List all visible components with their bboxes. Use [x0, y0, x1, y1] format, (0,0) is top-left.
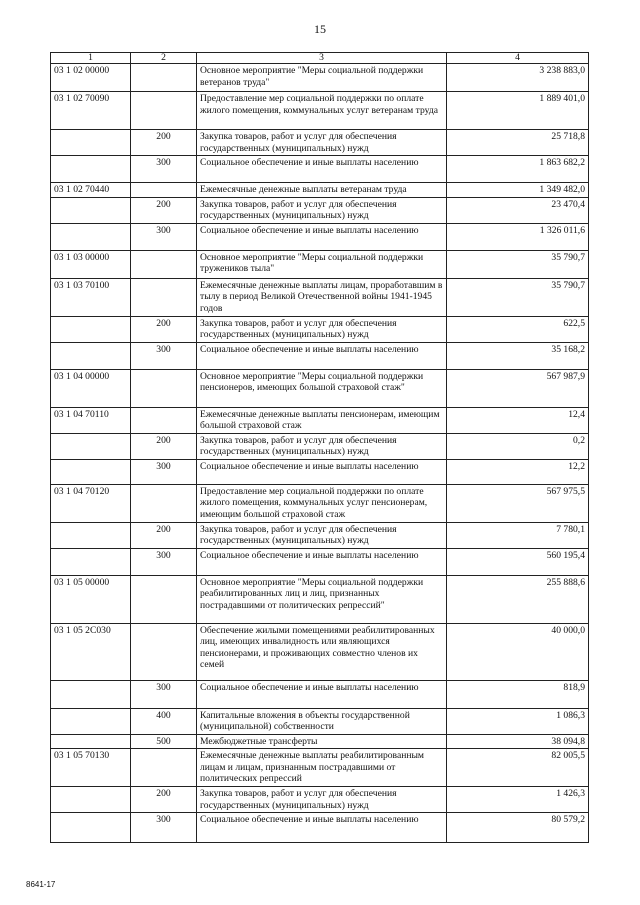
amount-cell: 23 470,4	[447, 197, 589, 223]
table-row	[51, 223, 589, 250]
expense-type-cell: 300	[131, 223, 197, 250]
expense-type-cell	[131, 749, 197, 787]
amount-cell: 12,4	[447, 407, 589, 433]
name-cell: Социальное обеспечение и иные выплаты населению	[197, 342, 447, 369]
expense-type-cell: 200	[131, 130, 197, 156]
table-row	[51, 813, 589, 843]
table-row	[51, 708, 589, 734]
expense-type-cell: 200	[131, 433, 197, 459]
code-cell: 03 1 05 00000	[51, 575, 131, 623]
amount-cell: 38 094,8	[447, 734, 589, 749]
code-cell: 03 1 05 70130	[51, 749, 131, 787]
expense-type-cell	[131, 278, 197, 316]
name-cell: Ежемесячные денежные выплаты пенсионерам, имеющим большой страховой стаж	[197, 407, 447, 433]
amount-cell: 1 889 401,0	[447, 92, 589, 130]
amount-cell: 560 195,4	[447, 548, 589, 575]
expense-type-cell: 300	[131, 459, 197, 484]
code-cell: 03 1 02 00000	[51, 64, 131, 92]
amount-cell: 80 579,2	[447, 813, 589, 843]
name-cell: Социальное обеспечение и иные выплаты населению	[197, 548, 447, 575]
expense-type-cell: 300	[131, 548, 197, 575]
expense-type-cell: 400	[131, 708, 197, 734]
name-cell: Закупка товаров, работ и услуг для обеспечения государственных (муниципальных) нужд	[197, 197, 447, 223]
code-cell	[51, 342, 131, 369]
expense-type-cell: 300	[131, 680, 197, 708]
expense-type-cell	[131, 250, 197, 278]
expense-type-cell: 200	[131, 316, 197, 342]
name-cell: Основное мероприятие "Меры социальной поддержки ветеранов труда"	[197, 64, 447, 92]
table-row	[51, 250, 589, 278]
table-body	[51, 64, 589, 843]
name-cell: Предоставление мер социальной поддержки по оплате жилого помещения, коммунальных услуг ветеранам труда	[197, 92, 447, 130]
code-cell	[51, 459, 131, 484]
amount-cell: 82 005,5	[447, 749, 589, 787]
table-row	[51, 64, 589, 92]
table-row	[51, 183, 589, 198]
code-cell	[51, 680, 131, 708]
table-row	[51, 734, 589, 749]
table-row	[51, 407, 589, 433]
name-cell: Межбюджетные трансферты	[197, 734, 447, 749]
code-cell	[51, 433, 131, 459]
column-header-3: 3	[197, 53, 447, 64]
name-cell: Социальное обеспечение и иные выплаты населению	[197, 223, 447, 250]
table-header-row	[51, 53, 589, 64]
amount-cell: 567 987,9	[447, 369, 589, 407]
table-row	[51, 316, 589, 342]
expense-type-cell: 300	[131, 342, 197, 369]
code-cell	[51, 787, 131, 813]
code-cell	[51, 156, 131, 183]
name-cell: Социальное обеспечение и иные выплаты населению	[197, 459, 447, 484]
code-cell	[51, 522, 131, 548]
amount-cell: 567 975,5	[447, 484, 589, 522]
code-cell	[51, 813, 131, 843]
amount-cell: 1 863 682,2	[447, 156, 589, 183]
name-cell: Социальное обеспечение и иные выплаты населению	[197, 156, 447, 183]
name-cell: Основное мероприятие "Меры социальной поддержки реабилитированных лиц и лиц, признанных пострадавшими от политических репрессий"	[197, 575, 447, 623]
table-row	[51, 680, 589, 708]
table-row	[51, 197, 589, 223]
code-cell	[51, 734, 131, 749]
code-cell: 03 1 02 70090	[51, 92, 131, 130]
table-row	[51, 92, 589, 130]
name-cell: Закупка товаров, работ и услуг для обеспечения государственных (муниципальных) нужд	[197, 130, 447, 156]
expense-type-cell: 300	[131, 156, 197, 183]
expense-type-cell	[131, 369, 197, 407]
code-cell	[51, 316, 131, 342]
name-cell: Ежемесячные денежные выплаты лицам, проработавшим в тылу в период Великой Отечественной войны 1941-1945 годов	[197, 278, 447, 316]
amount-cell: 7 780,1	[447, 522, 589, 548]
name-cell: Закупка товаров, работ и услуг для обеспечения государственных (муниципальных) нужд	[197, 522, 447, 548]
table-row	[51, 522, 589, 548]
code-cell	[51, 708, 131, 734]
amount-cell: 1 086,3	[447, 708, 589, 734]
table-row	[51, 433, 589, 459]
expense-type-cell	[131, 64, 197, 92]
amount-cell: 255 888,6	[447, 575, 589, 623]
code-cell: 03 1 03 70100	[51, 278, 131, 316]
code-cell	[51, 130, 131, 156]
column-header-4: 4	[447, 53, 589, 64]
code-cell: 03 1 02 70440	[51, 183, 131, 198]
name-cell: Основное мероприятие "Меры социальной поддержки тружеников тыла"	[197, 250, 447, 278]
name-cell: Ежемесячные денежные выплаты реабилитированным лицам и лицам, признанным пострадавшими от политических репрессий	[197, 749, 447, 787]
name-cell: Закупка товаров, работ и услуг для обеспечения государственных (муниципальных) нужд	[197, 433, 447, 459]
table-row	[51, 156, 589, 183]
table-row	[51, 575, 589, 623]
code-cell	[51, 223, 131, 250]
amount-cell: 0,2	[447, 433, 589, 459]
name-cell: Основное мероприятие "Меры социальной поддержки пенсионеров, имеющих большой страховой стаж"	[197, 369, 447, 407]
code-cell: 03 1 05 2С030	[51, 623, 131, 680]
amount-cell: 818,9	[447, 680, 589, 708]
table-row	[51, 278, 589, 316]
table-row	[51, 130, 589, 156]
amount-cell: 1 426,3	[447, 787, 589, 813]
table-row	[51, 623, 589, 680]
expense-type-cell	[131, 575, 197, 623]
expense-type-cell: 500	[131, 734, 197, 749]
amount-cell: 12,2	[447, 459, 589, 484]
column-header-2: 2	[131, 53, 197, 64]
footer-code: 8641-17	[26, 880, 56, 889]
table-row	[51, 369, 589, 407]
table-row	[51, 484, 589, 522]
code-cell: 03 1 04 70110	[51, 407, 131, 433]
expense-type-cell	[131, 484, 197, 522]
name-cell: Закупка товаров, работ и услуг для обеспечения государственных (муниципальных) нужд	[197, 316, 447, 342]
code-cell: 03 1 03 00000	[51, 250, 131, 278]
expense-type-cell	[131, 623, 197, 680]
name-cell: Ежемесячные денежные выплаты ветеранам труда	[197, 183, 447, 198]
amount-cell: 3 238 883,0	[447, 64, 589, 92]
amount-cell: 622,5	[447, 316, 589, 342]
name-cell: Закупка товаров, работ и услуг для обеспечения государственных (муниципальных) нужд	[197, 787, 447, 813]
budget-table	[50, 52, 589, 843]
table-row	[51, 749, 589, 787]
table-row	[51, 342, 589, 369]
expense-type-cell	[131, 407, 197, 433]
amount-cell: 1 326 011,6	[447, 223, 589, 250]
amount-cell: 35 790,7	[447, 278, 589, 316]
table-row	[51, 548, 589, 575]
name-cell: Предоставление мер социальной поддержки по оплате жилого помещения, коммунальных услуг пенсионерам, имеющим большой страховой стаж	[197, 484, 447, 522]
expense-type-cell: 200	[131, 522, 197, 548]
name-cell: Социальное обеспечение и иные выплаты населению	[197, 813, 447, 843]
amount-cell: 40 000,0	[447, 623, 589, 680]
amount-cell: 25 718,8	[447, 130, 589, 156]
amount-cell: 35 790,7	[447, 250, 589, 278]
table-row	[51, 787, 589, 813]
expense-type-cell	[131, 92, 197, 130]
expense-type-cell: 200	[131, 197, 197, 223]
expense-type-cell: 300	[131, 813, 197, 843]
name-cell: Капитальные вложения в объекты государственной (муниципальной) собственности	[197, 708, 447, 734]
code-cell: 03 1 04 00000	[51, 369, 131, 407]
code-cell	[51, 197, 131, 223]
expense-type-cell	[131, 183, 197, 198]
page-number: 15	[314, 22, 326, 36]
amount-cell: 1 349 482,0	[447, 183, 589, 198]
table-row	[51, 459, 589, 484]
code-cell	[51, 548, 131, 575]
name-cell: Обеспечение жилыми помещениями реабилитированных лиц, имеющих инвалидность или являющихся пенсионерами, и проживающих совместно членов их семей	[197, 623, 447, 680]
column-header-1: 1	[51, 53, 131, 64]
amount-cell: 35 168,2	[447, 342, 589, 369]
code-cell: 03 1 04 70120	[51, 484, 131, 522]
expense-type-cell: 200	[131, 787, 197, 813]
name-cell: Социальное обеспечение и иные выплаты населению	[197, 680, 447, 708]
